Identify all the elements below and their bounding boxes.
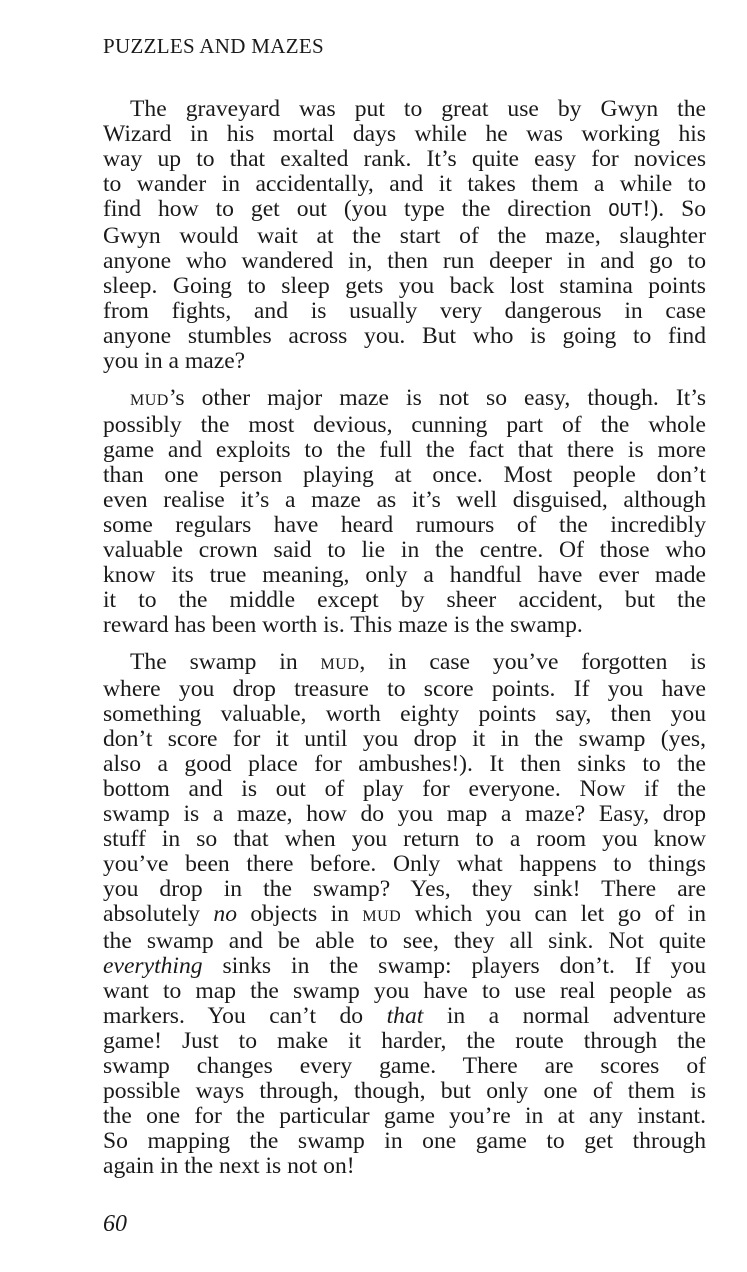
text-line [103,929,706,954]
text-line [103,463,706,488]
text-line [103,172,706,197]
text-run: to wander in accidentally, and it takes them a while to [103,172,706,197]
text-run: bottom and is out of play for everyone. Now if the [103,777,706,802]
body-text [103,97,706,1191]
text-line [103,650,706,677]
text-run: objects in [236,902,363,927]
text-line [103,299,706,324]
text-line [103,1004,706,1029]
text-run: something valuable, worth eighty points say, then you [103,702,706,727]
text-run: in a normal adventure [423,1004,706,1029]
text-line [103,97,706,122]
text-line [103,954,706,979]
text-line [103,802,706,827]
text-run: which you can let go of in [401,902,706,927]
text-run: swamp is a maze, how do you map a maze? Easy, drop [103,802,706,827]
text-line [103,538,706,563]
running-header: PUZZLES AND MAZES [103,34,324,58]
text-line [103,588,706,613]
text-run: find how to get out (you type the direction [103,197,609,222]
text-line [103,249,706,274]
text-line [103,1104,706,1129]
text-line [103,613,706,638]
text-run: way up to that exalted rank. It’s quite easy for novices [103,147,706,172]
small-caps-text: MUD [362,908,402,925]
text-line [103,122,706,147]
emphasis-text: no [213,902,237,927]
small-caps-text: MUD [320,656,360,673]
text-line [103,413,706,438]
text-line [103,1054,706,1079]
text-run: know its true meaning, only a handful have ever made [103,563,706,588]
text-run: again in the next is not on! [103,1154,355,1179]
text-line [103,438,706,463]
text-line [103,852,706,877]
emphasis-text: that [386,1004,424,1029]
text-line [103,274,706,299]
text-run: the swamp and be able to see, they all sink. Not quite [103,929,706,954]
text-run: than one person playing at once. Most people don’t [103,463,706,488]
text-run: Gwyn would wait at the start of the maze, slaughter [103,224,706,249]
text-line [103,727,706,752]
text-line [103,147,706,172]
text-line [103,197,706,224]
text-line [103,488,706,513]
text-run: The swamp in [130,650,321,675]
text-run: it to the middle except by sheer accident, but the [103,588,706,613]
text-line [103,979,706,1004]
text-line [103,1079,706,1104]
text-run: don’t score for it until you drop it in the swamp (yes, [103,727,706,752]
text-run: the one for the particular game you’re in at any instant. [103,1104,706,1129]
text-run: anyone who wandered in, then run deeper in and go to [103,249,706,274]
text-run: also a good place for ambushes!). It then sinks to the [103,752,706,777]
text-line [103,224,706,249]
text-run: possible ways through, though, but only one of them is [103,1079,706,1104]
text-run: you in a maze? [103,349,246,374]
text-line [103,563,706,588]
text-run: game! Just to make it harder, the route through the [103,1029,706,1054]
paragraph [103,650,706,1179]
text-run: valuable crown said to lie in the centre. Of those who [103,538,706,563]
text-line [103,902,706,929]
text-line [103,877,706,902]
text-run: , in case you’ve forgotten is [359,650,706,675]
text-run: some regulars have heard rumours of the incredibly [103,513,706,538]
text-line [103,752,706,777]
paragraph [103,97,706,374]
text-run: game and exploits to the full the fact that there is more [103,438,706,463]
emphasis-text: everything [103,954,203,979]
text-run: from fights, and is usually very dangerous in case [103,299,706,324]
command-text: OUT [608,200,643,222]
text-line [103,513,706,538]
text-line [103,777,706,802]
small-caps-text: MUD [130,392,169,409]
text-run: where you drop treasure to score points. If you have [103,677,706,702]
text-run: possibly the most devious, cunning part of the whole [103,413,706,438]
text-line [103,324,706,349]
text-line [103,702,706,727]
text-run: stuff in so that when you return to a room you know [103,827,706,852]
text-run: swamp changes every game. There are scores of [103,1054,706,1079]
text-run: sleep. Going to sleep gets you back lost stamina points [103,274,706,299]
text-run: The graveyard was put to great use by Gwyn the [130,97,706,122]
text-run: sinks in the swamp: players don’t. If you [202,954,706,979]
text-run: absolutely [103,902,214,927]
text-run: anyone stumbles across you. But who is going to find [103,324,706,349]
text-run: you drop in the swamp? Yes, they sink! There are [103,877,706,902]
text-line [103,827,706,852]
text-line [103,1154,706,1179]
text-run: reward has been worth is. This maze is the swamp. [103,613,583,638]
text-run: Wizard in his mortal days while he was working his [103,122,706,147]
text-run: !). So [642,197,706,222]
text-run: want to map the swamp you have to use real people as [103,979,706,1004]
paragraph [103,386,706,638]
text-line [103,677,706,702]
text-line [103,349,706,374]
text-run: markers. You can’t do [103,1004,387,1029]
text-line [103,1029,706,1054]
text-line [103,1129,706,1154]
page-number: 60 [103,1211,127,1237]
text-run: So mapping the swamp in one game to get through [103,1129,706,1154]
text-run: you’ve been there before. Only what happens to things [103,852,706,877]
text-run: ’s other major maze is not so easy, though. It’s [168,386,706,411]
text-run: even realise it’s a maze as it’s well disguised, although [103,488,706,513]
text-line [103,386,706,413]
